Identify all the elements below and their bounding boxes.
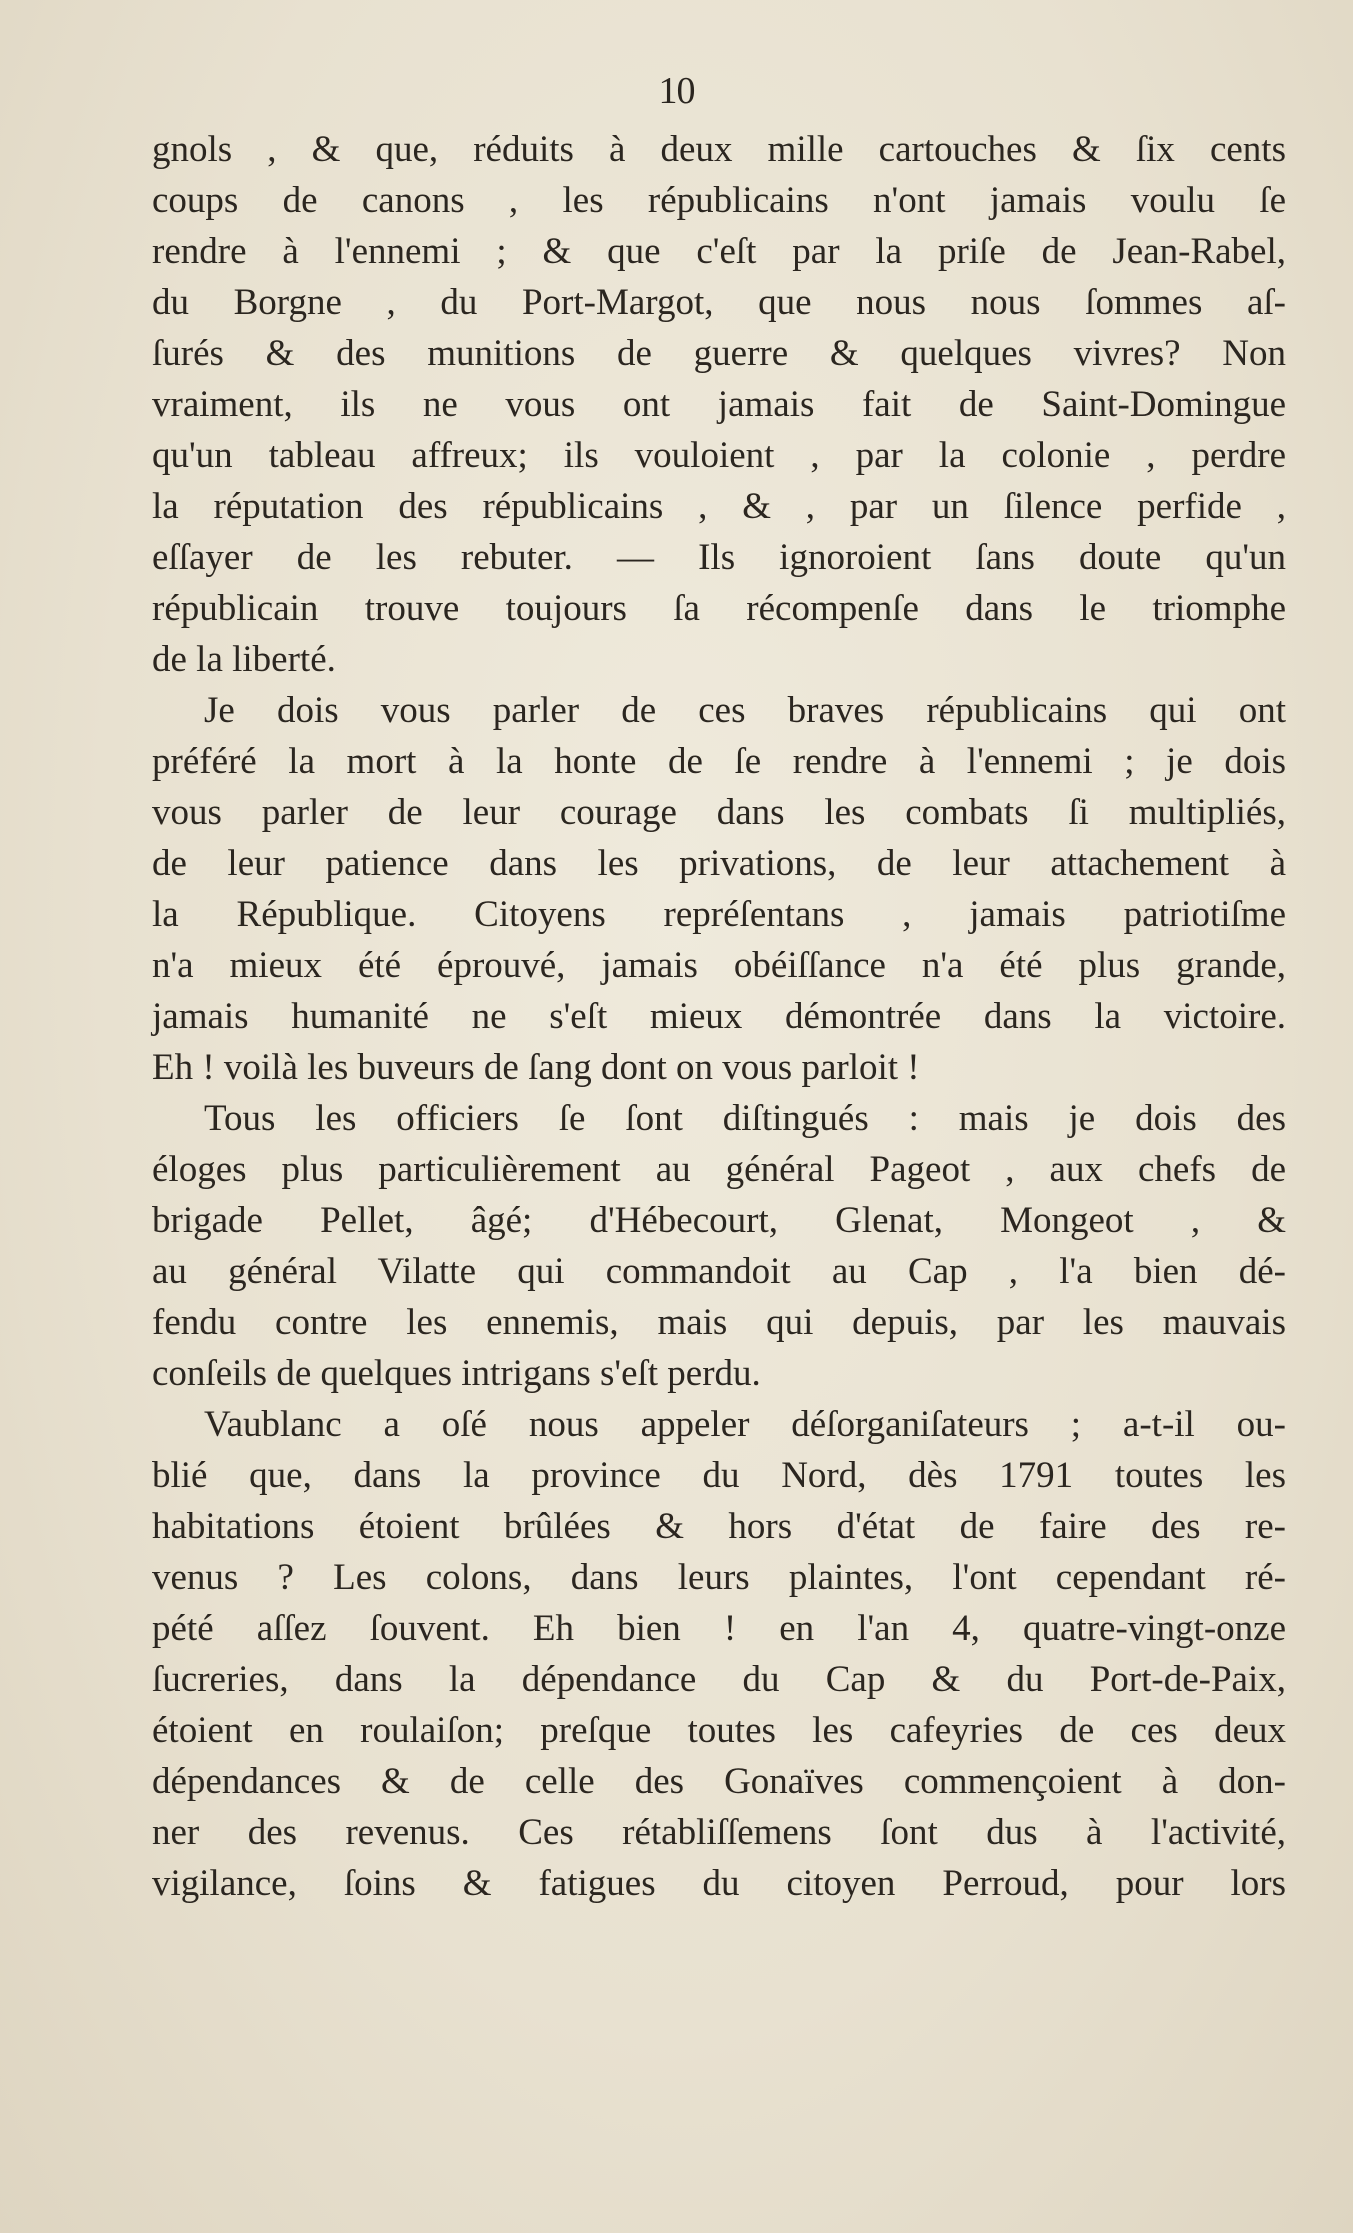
- text-line: gnols , & que, réduits à deux mille cartouches & ſix cents: [152, 129, 1286, 170]
- text-line: vous parler de leur courage dans les combats ſi multipliés,: [152, 792, 1286, 833]
- text-line: Vaublanc a oſé nous appeler déſorganiſateurs ; a-t-il ou-: [204, 1404, 1286, 1445]
- text-line: qu'un tableau affreux; ils vouloient , par la colonie , perdre: [152, 435, 1286, 476]
- text-line: préféré la mort à la honte de ſe rendre à l'ennemi ; je dois: [152, 741, 1286, 782]
- text-line: Eh ! voilà les buveurs de ſang dont on vous parloit !: [152, 1047, 920, 1088]
- text-line: la réputation des républicains , & , par un ſilence perfide ,: [152, 486, 1286, 527]
- text-line: brigade Pellet, âgé; d'Hébecourt, Glenat, Mongeot , &: [152, 1200, 1286, 1241]
- text-line: dépendances & de celle des Gonaïves commençoient à don-: [152, 1761, 1286, 1802]
- paragraph: [152, 124, 1286, 685]
- paragraph: [152, 685, 1286, 1093]
- text-line: de leur patience dans les privations, de leur attachement à: [152, 843, 1286, 884]
- text-line: habitations étoient brûlées & hors d'état de faire des re-: [152, 1506, 1286, 1547]
- text-line: étoient en roulaiſon; preſque toutes les cafeyries de ces deux: [152, 1710, 1286, 1751]
- text-line: fendu contre les ennemis, mais qui depuis, par les mauvais: [152, 1302, 1286, 1343]
- text-line: n'a mieux été éprouvé, jamais obéiſſance n'a été plus grande,: [152, 945, 1286, 986]
- text-line: ſucreries, dans la dépendance du Cap & du Port-de-Paix,: [152, 1659, 1286, 1700]
- paragraph: [152, 1399, 1286, 1909]
- text-line: républicain trouve toujours ſa récompenſe dans le triomphe: [152, 588, 1286, 629]
- text-line: pété aſſez ſouvent. Eh bien ! en l'an 4, quatre-vingt-onze: [152, 1608, 1286, 1649]
- text-line: ner des revenus. Ces rétabliſſemens ſont dus à l'activité,: [152, 1812, 1286, 1853]
- text-line: conſeils de quelques intrigans s'eſt perdu.: [152, 1353, 761, 1394]
- paragraph: [152, 1093, 1286, 1399]
- text-line: la République. Citoyens repréſentans , jamais patriotiſme: [152, 894, 1286, 935]
- body-text: [152, 124, 1286, 1909]
- text-line: blié que, dans la province du Nord, dès 1791 toutes les: [152, 1455, 1286, 1496]
- text-line: de la liberté.: [152, 639, 336, 680]
- text-line: coups de canons , les républicains n'ont jamais voulu ſe: [152, 180, 1286, 221]
- text-line: venus ? Les colons, dans leurs plaintes, l'ont cependant ré-: [152, 1557, 1286, 1598]
- text-line: ſurés & des munitions de guerre & quelques vivres? Non: [152, 333, 1286, 374]
- text-line: du Borgne , du Port-Margot, que nous nous ſommes aſ-: [152, 282, 1286, 323]
- text-line: au général Vilatte qui commandoit au Cap , l'a bien dé-: [152, 1251, 1286, 1292]
- text-line: vraiment, ils ne vous ont jamais fait de Saint-Domingue: [152, 384, 1286, 425]
- text-line: eſſayer de les rebuter. — Ils ignoroient ſans doute qu'un: [152, 537, 1286, 578]
- text-line: jamais humanité ne s'eſt mieux démontrée dans la victoire.: [152, 996, 1286, 1037]
- text-line: rendre à l'ennemi ; & que c'eſt par la priſe de Jean-Rabel,: [152, 231, 1286, 272]
- text-line: Je dois vous parler de ces braves républicains qui ont: [204, 690, 1286, 731]
- text-line: éloges plus particulièrement au général Pageot , aux chefs de: [152, 1149, 1286, 1190]
- text-line: Tous les officiers ſe ſont diſtingués : mais je dois des: [204, 1098, 1286, 1139]
- page-number: 10: [658, 70, 695, 112]
- text-line: vigilance, ſoins & fatigues du citoyen Perroud, pour lors: [152, 1863, 1286, 1904]
